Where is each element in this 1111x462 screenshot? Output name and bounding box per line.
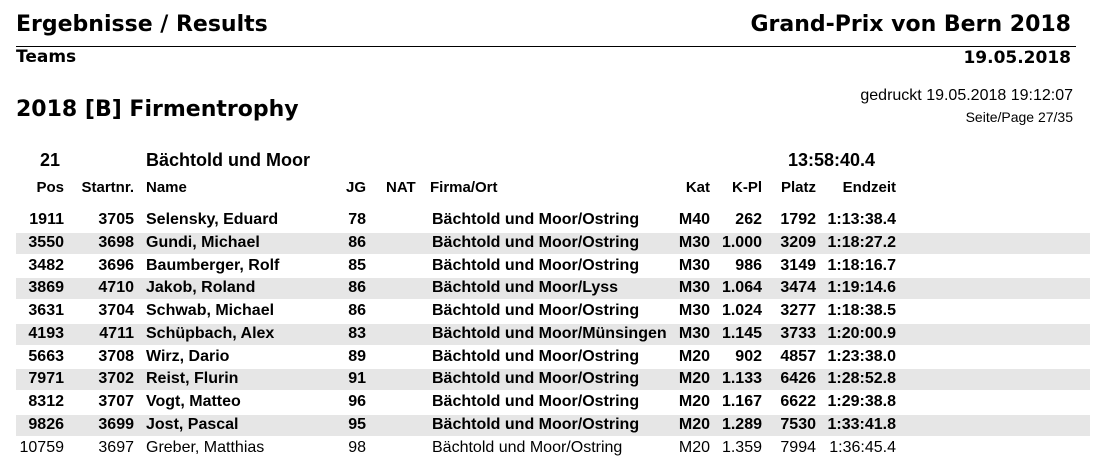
cell-jg: 95 <box>348 416 366 433</box>
cell-firma: Bächtold und Moor/Ostring <box>432 211 640 228</box>
cell-kat: M20 <box>678 393 710 410</box>
cell-jg: 86 <box>348 279 366 296</box>
cell-name: Wirz, Dario <box>146 348 230 365</box>
cell-kpl: 902 <box>735 348 762 365</box>
category-title: 2018 [B] Firmentrophy <box>16 97 299 122</box>
cell-name: Selensky, Eduard <box>146 211 279 228</box>
cell-endzeit: 1:23:38.0 <box>827 348 896 365</box>
cell-pos: 3869 <box>28 279 64 296</box>
cell-jg: 85 <box>348 257 366 274</box>
cell-endzeit: 1:18:27.2 <box>827 234 896 251</box>
cell-pos: 3482 <box>28 257 64 274</box>
cell-firma: Bächtold und Moor/Ostring <box>432 439 623 456</box>
printed-timestamp: gedruckt 19.05.2018 19:12:07 <box>860 87 1073 104</box>
cell-endzeit: 1:19:14.6 <box>827 279 896 296</box>
cell-kat: M40 <box>678 211 710 228</box>
cell-endzeit: 1:18:16.7 <box>827 257 896 274</box>
cell-name: Schüpbach, Alex <box>146 325 275 342</box>
cell-startnr: 3702 <box>98 370 134 387</box>
cell-kat: M20 <box>678 416 710 433</box>
col-jg: JG <box>345 179 366 196</box>
results-title: Ergebnisse / Results <box>16 12 268 37</box>
col-kat: Kat <box>685 179 710 196</box>
col-name: Name <box>146 179 187 196</box>
cell-endzeit: 1:29:38.8 <box>827 393 896 410</box>
cell-endzeit: 1:18:38.5 <box>827 302 896 319</box>
cell-kat: M30 <box>678 279 710 296</box>
table-row <box>0 391 1111 414</box>
table-row <box>0 232 1111 255</box>
cell-platz: 3277 <box>780 302 816 319</box>
cell-kpl: 1.133 <box>721 370 762 387</box>
cell-name: Greber, Matthias <box>146 439 265 456</box>
cell-jg: 89 <box>348 348 366 365</box>
cell-firma: Bächtold und Moor/Ostring <box>432 348 640 365</box>
table-row <box>0 414 1111 437</box>
cell-startnr: 3696 <box>98 257 134 274</box>
event-date: 19.05.2018 <box>963 48 1071 68</box>
cell-platz: 7994 <box>780 439 816 456</box>
col-startnr: Startnr. <box>81 179 134 196</box>
cell-platz: 4857 <box>780 348 816 365</box>
cell-platz: 7530 <box>780 416 816 433</box>
table-row <box>0 346 1111 369</box>
cell-firma: Bächtold und Moor/Ostring <box>432 257 640 274</box>
cell-kat: M30 <box>678 302 710 319</box>
cell-name: Gundi, Michael <box>146 234 260 251</box>
table-row <box>0 300 1111 323</box>
cell-startnr: 4710 <box>98 279 134 296</box>
cell-endzeit: 1:20:00.9 <box>827 325 896 342</box>
cell-pos: 8312 <box>28 393 64 410</box>
cell-jg: 86 <box>348 302 366 319</box>
team-name: Bächtold und Moor <box>146 150 310 170</box>
cell-platz: 3474 <box>780 279 816 296</box>
cell-pos: 4193 <box>28 325 64 342</box>
cell-platz: 3733 <box>780 325 816 342</box>
cell-kpl: 1.024 <box>721 302 762 319</box>
cell-jg: 98 <box>348 439 366 456</box>
cell-jg: 96 <box>348 393 366 410</box>
cell-endzeit: 1:13:38.4 <box>827 211 896 228</box>
cell-kpl: 1.064 <box>721 279 762 296</box>
cell-endzeit: 1:36:45.4 <box>829 439 896 456</box>
cell-startnr: 3707 <box>98 393 134 410</box>
cell-firma: Bächtold und Moor/Ostring <box>432 393 640 410</box>
cell-startnr: 3698 <box>98 234 134 251</box>
cell-startnr: 3705 <box>98 211 134 228</box>
table-row <box>0 368 1111 391</box>
table-row <box>0 323 1111 346</box>
team-time: 13:58:40.4 <box>788 150 876 170</box>
cell-firma: Bächtold und Moor/Ostring <box>432 416 640 433</box>
cell-kat: M20 <box>678 439 710 456</box>
cell-kat: M30 <box>678 325 710 342</box>
cell-kpl: 1.145 <box>721 325 762 342</box>
cell-platz: 1792 <box>780 211 816 228</box>
cell-startnr: 3704 <box>98 302 134 319</box>
col-firma: Firma/Ort <box>430 179 498 196</box>
cell-firma: Bächtold und Moor/Ostring <box>432 234 640 251</box>
team-rank: 21 <box>40 150 61 170</box>
cell-pos: 7971 <box>28 370 64 387</box>
cell-firma: Bächtold und Moor/Lyss <box>432 279 619 296</box>
cell-firma: Bächtold und Moor/Münsingen <box>432 325 667 342</box>
table-row <box>0 277 1111 300</box>
cell-jg: 86 <box>348 234 366 251</box>
event-title: Grand-Prix von Bern 2018 <box>750 12 1071 37</box>
col-pos: Pos <box>36 179 64 196</box>
cell-endzeit: 1:33:41.8 <box>827 416 896 433</box>
col-endzeit: Endzeit <box>842 179 896 196</box>
cell-pos: 1911 <box>29 211 64 228</box>
cell-kat: M20 <box>678 370 710 387</box>
col-platz: Platz <box>780 179 816 196</box>
cell-firma: Bächtold und Moor/Ostring <box>432 370 640 387</box>
cell-jg: 91 <box>348 370 366 387</box>
cell-name: Jakob, Roland <box>146 279 256 296</box>
cell-name: Jost, Pascal <box>146 416 239 433</box>
cell-kat: M30 <box>678 257 710 274</box>
table-row <box>0 437 1111 460</box>
cell-kpl: 262 <box>735 211 762 228</box>
col-kpl: K-Pl <box>732 179 762 196</box>
cell-platz: 3149 <box>780 257 816 274</box>
cell-pos: 3631 <box>28 302 64 319</box>
cell-endzeit: 1:28:52.8 <box>827 370 896 387</box>
cell-startnr: 3697 <box>98 439 134 456</box>
cell-kpl: 1.000 <box>721 234 762 251</box>
cell-name: Schwab, Michael <box>146 302 275 319</box>
cell-platz: 3209 <box>780 234 816 251</box>
section-label: Teams <box>16 47 77 67</box>
cell-name: Reist, Flurin <box>146 370 239 387</box>
cell-kpl: 1.289 <box>721 416 762 433</box>
cell-kpl: 1.359 <box>721 439 762 456</box>
cell-pos: 10759 <box>19 439 64 456</box>
cell-jg: 78 <box>348 211 366 228</box>
cell-firma: Bächtold und Moor/Ostring <box>432 302 640 319</box>
cell-startnr: 3699 <box>98 416 134 433</box>
cell-platz: 6622 <box>780 393 816 410</box>
cell-kat: M20 <box>678 348 710 365</box>
cell-platz: 6426 <box>780 370 816 387</box>
cell-pos: 3550 <box>28 234 64 251</box>
cell-pos: 5663 <box>28 348 64 365</box>
cell-name: Baumberger, Rolf <box>146 257 280 274</box>
cell-kat: M30 <box>678 234 710 251</box>
col-nat: NAT <box>386 179 416 196</box>
cell-startnr: 3708 <box>98 348 134 365</box>
cell-kpl: 986 <box>735 257 762 274</box>
cell-name: Vogt, Matteo <box>146 393 241 410</box>
table-row <box>0 209 1111 232</box>
header-rule <box>16 46 1076 47</box>
table-row <box>0 255 1111 278</box>
cell-pos: 9826 <box>28 416 64 433</box>
cell-kpl: 1.167 <box>721 393 762 410</box>
cell-startnr: 4711 <box>99 325 134 342</box>
cell-jg: 83 <box>348 325 366 342</box>
page-number: Seite/Page 27/35 <box>965 109 1073 125</box>
